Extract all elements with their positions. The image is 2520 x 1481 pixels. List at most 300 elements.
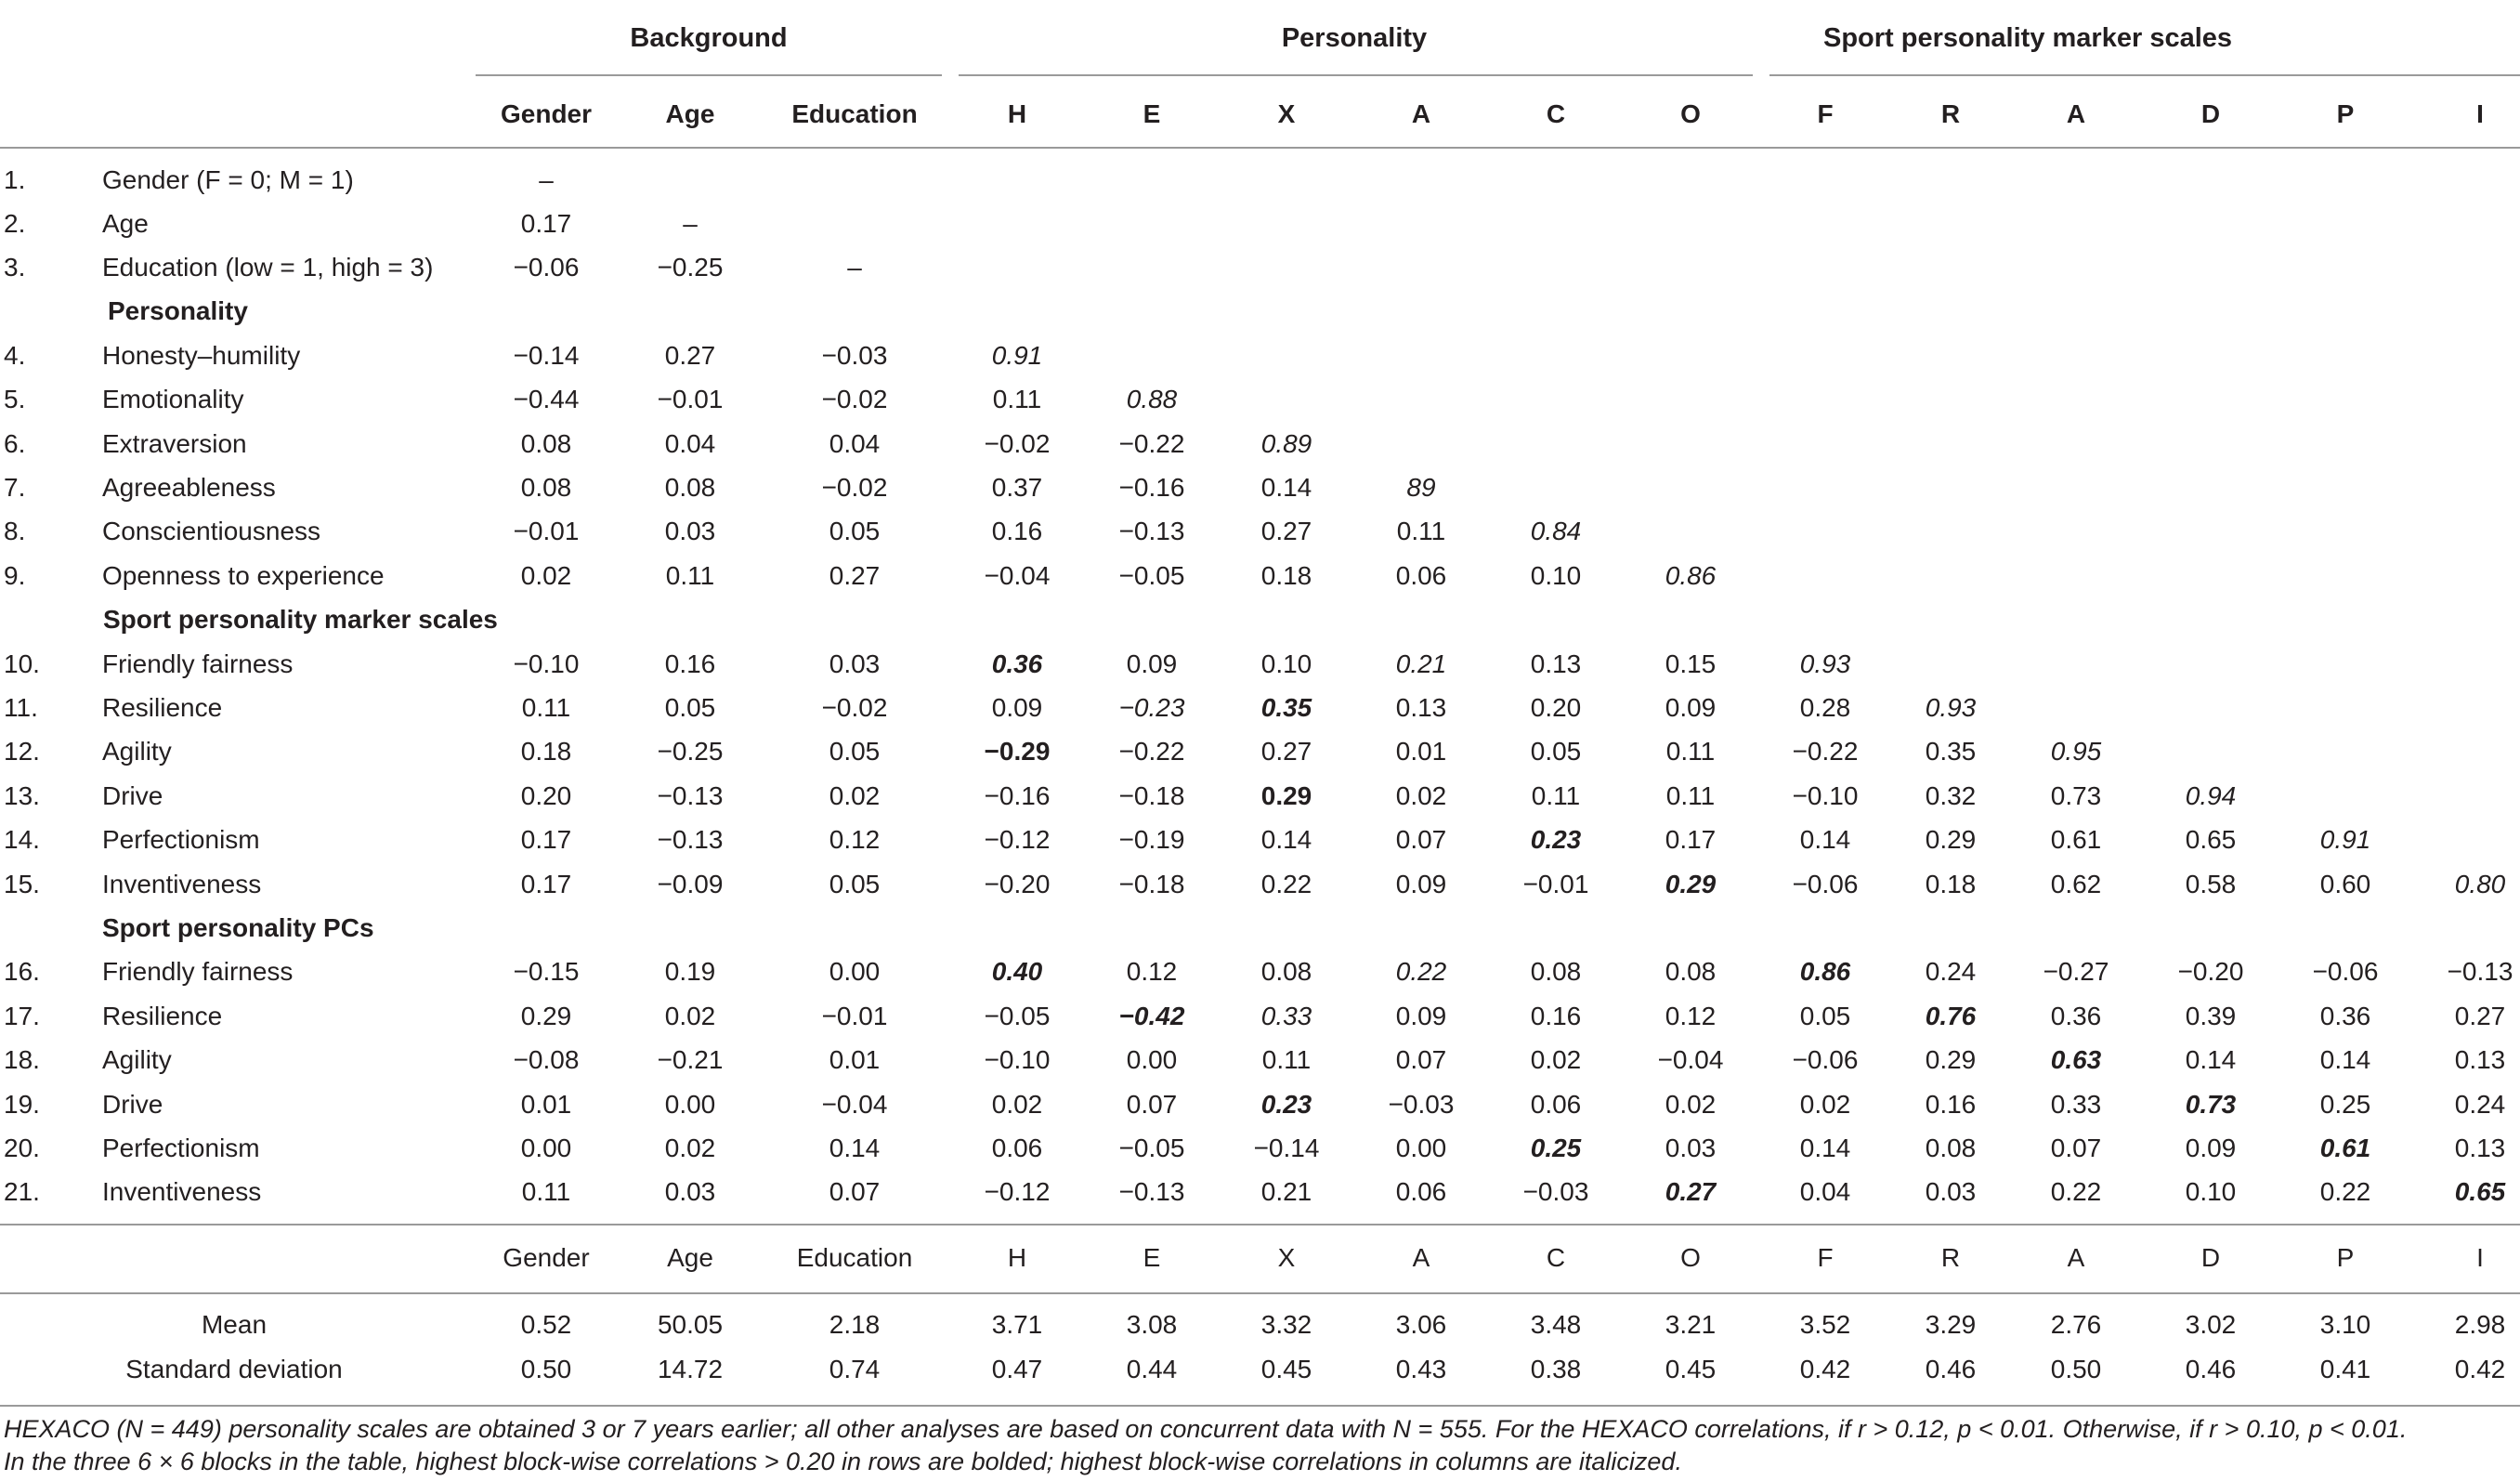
stat-cell: 0.45 — [1665, 1355, 1717, 1383]
table-cell: 0.93 — [1925, 693, 1977, 722]
row-number: 19. — [4, 1090, 40, 1119]
table-cell: 0.14 — [829, 1134, 881, 1162]
table-cell: 0.16 — [1530, 1002, 1582, 1030]
row-number: 17. — [4, 1002, 40, 1030]
table-cell: 0.73 — [2050, 781, 2102, 810]
stat-cell: 0.74 — [829, 1355, 881, 1383]
stat-cell: 50.05 — [657, 1310, 724, 1339]
table-cell: −0.29 — [984, 737, 1051, 766]
table-cell: −0.20 — [984, 870, 1051, 898]
stat-cell: 3.52 — [1799, 1310, 1851, 1339]
table-cell: 0.33 — [2050, 1090, 2102, 1119]
table-cell: 0.13 — [2454, 1045, 2506, 1074]
row-label: Age — [102, 209, 149, 238]
table-cell: −0.42 — [1118, 1002, 1185, 1030]
table-cell: 0.05 — [1530, 737, 1582, 766]
table-cell: 0.65 — [2185, 825, 2237, 854]
row-number: 7. — [4, 473, 26, 502]
stat-cell: 0.50 — [2050, 1355, 2102, 1383]
table-cell: 0.27 — [1260, 517, 1312, 545]
stat-cell: 3.21 — [1665, 1310, 1717, 1339]
table-cell: 0.00 — [829, 957, 881, 986]
table-cell: 0.17 — [520, 870, 572, 898]
summary-column-header: P — [2336, 1243, 2355, 1272]
table-cell: −0.02 — [821, 385, 888, 413]
table-cell: 0.86 — [1799, 957, 1851, 986]
table-cell: −0.13 — [2447, 957, 2513, 986]
table-cell: 0.22 — [2319, 1177, 2371, 1206]
table-cell: 0.28 — [1799, 693, 1851, 722]
table-cell: −0.12 — [984, 1177, 1051, 1206]
stat-cell: 0.50 — [520, 1355, 572, 1383]
column-header: Age — [665, 99, 715, 128]
table-cell: 0.03 — [1665, 1134, 1717, 1162]
table-cell: −0.06 — [2312, 957, 2379, 986]
table-cell: 0.10 — [1530, 561, 1582, 590]
table-cell: 0.39 — [2185, 1002, 2237, 1030]
table-cell: −0.25 — [657, 253, 724, 282]
row-label: Conscientiousness — [102, 517, 321, 545]
table-cell: 0.11 — [992, 385, 1042, 413]
group-underline-background — [476, 74, 942, 76]
table-cell: 0.09 — [1395, 1002, 1447, 1030]
table-cell: 0.10 — [1260, 649, 1312, 678]
stat-cell: 3.48 — [1530, 1310, 1582, 1339]
table-cell: 0.35 — [1260, 693, 1312, 722]
stat-cell: 0.52 — [520, 1310, 572, 1339]
section-heading: Sport personality PCs — [102, 913, 374, 942]
table-cell: 0.29 — [520, 1002, 572, 1030]
table-cell: 0.14 — [2185, 1045, 2237, 1074]
table-cell: 0.02 — [1799, 1090, 1851, 1119]
table-cell: 0.03 — [664, 517, 716, 545]
table-cell: 0.03 — [664, 1177, 716, 1206]
column-header: D — [2200, 99, 2221, 128]
table-cell: 0.27 — [2454, 1002, 2506, 1030]
table-cell: 0.17 — [520, 825, 572, 854]
table-cell: −0.12 — [984, 825, 1051, 854]
table-cell: 0.17 — [520, 209, 572, 238]
table-cell: 0.08 — [1260, 957, 1312, 986]
table-cell: 0.20 — [520, 781, 572, 810]
column-header: O — [1680, 99, 1701, 128]
table-cell: 0.13 — [1395, 693, 1447, 722]
column-header: Education — [791, 99, 918, 128]
table-cell: −0.14 — [1253, 1134, 1320, 1162]
table-cell: 0.16 — [991, 517, 1043, 545]
row-label: Perfectionism — [102, 1134, 260, 1162]
row-label: Emotionality — [102, 385, 244, 413]
row-number: 20. — [4, 1134, 40, 1162]
table-cell: 0.40 — [991, 957, 1043, 986]
table-cell: 0.20 — [1530, 693, 1582, 722]
row-number: 5. — [4, 385, 26, 413]
table-cell: 0.15 — [1665, 649, 1717, 678]
table-cell: 0.08 — [520, 473, 572, 502]
table-cell: 0.63 — [2050, 1045, 2102, 1074]
table-cell: 0.11 — [1665, 781, 1716, 810]
column-header: A — [1411, 99, 1431, 128]
stat-cell: 2.98 — [2454, 1310, 2506, 1339]
table-cell: −0.13 — [657, 825, 724, 854]
table-cell: 0.10 — [2185, 1177, 2237, 1206]
group-underline-personality — [959, 74, 1753, 76]
table-cell: 0.36 — [2319, 1002, 2371, 1030]
column-header: F — [1817, 99, 1834, 128]
summary-column-header: E — [1142, 1243, 1161, 1272]
table-cell: 0.07 — [1126, 1090, 1178, 1119]
table-cell: 0.21 — [1395, 649, 1447, 678]
group-header-background: Background — [630, 23, 788, 53]
table-cell: 0.08 — [520, 429, 572, 458]
table-cell: −0.01 — [1522, 870, 1589, 898]
table-cell: 0.11 — [1396, 517, 1446, 545]
table-cell: 0.27 — [1260, 737, 1312, 766]
table-cell: 0.07 — [829, 1177, 881, 1206]
table-cell: −0.25 — [657, 737, 724, 766]
table-cell: 0.02 — [520, 561, 572, 590]
stat-label: Standard deviation — [125, 1355, 343, 1383]
table-cell: 0.24 — [2454, 1090, 2506, 1119]
table-cell: 0.29 — [1925, 1045, 1977, 1074]
table-cell: 0.22 — [2050, 1177, 2102, 1206]
group-underline-sport-markers — [1769, 74, 2520, 76]
table-cell: 0.24 — [1925, 957, 1977, 986]
table-cell: 0.65 — [2454, 1177, 2506, 1206]
section-heading: Sport personality marker scales — [103, 605, 498, 634]
table-cell: 0.05 — [664, 693, 716, 722]
row-label: Resilience — [102, 693, 223, 722]
row-number: 13. — [4, 781, 40, 810]
row-label: Resilience — [102, 1002, 223, 1030]
table-cell: 0.14 — [1260, 825, 1312, 854]
table-cell: −0.10 — [513, 649, 580, 678]
table-cell: 0.25 — [1530, 1134, 1582, 1162]
table-cell: 0.19 — [664, 957, 716, 986]
stat-cell: 0.42 — [2454, 1355, 2506, 1383]
group-header-sport-markers: Sport personality marker scales — [1822, 23, 2233, 53]
stat-cell: 0.43 — [1395, 1355, 1447, 1383]
table-cell: 0.01 — [520, 1090, 572, 1119]
table-cell: 0.88 — [1126, 385, 1178, 413]
table-cell: 0.06 — [1395, 1177, 1447, 1206]
row-label: Inventiveness — [102, 1177, 262, 1206]
table-cell: 0.04 — [1799, 1177, 1851, 1206]
row-number: 9. — [4, 561, 26, 590]
table-cell: – — [539, 165, 554, 194]
table-cell: −0.01 — [821, 1002, 888, 1030]
stat-cell: 2.76 — [2050, 1310, 2102, 1339]
column-header: I — [2476, 99, 2484, 128]
table-cell: 0.12 — [1665, 1002, 1717, 1030]
table-cell: 0.08 — [664, 473, 716, 502]
table-cell: 0.02 — [991, 1090, 1043, 1119]
row-number: 14. — [4, 825, 40, 854]
table-cell: −0.22 — [1118, 737, 1185, 766]
table-cell: 0.22 — [1395, 957, 1447, 986]
row-label: Education (low = 1, high = 3) — [102, 253, 434, 282]
row-label: Openness to experience — [102, 561, 385, 590]
table-cell: 0.11 — [521, 693, 571, 722]
table-cell: −0.03 — [1522, 1177, 1589, 1206]
table-cell: −0.10 — [1792, 781, 1859, 810]
table-cell: – — [847, 253, 862, 282]
table-cell: 0.05 — [829, 737, 881, 766]
row-number: 21. — [4, 1177, 40, 1206]
stat-cell: 0.46 — [2185, 1355, 2237, 1383]
table-cell: 0.86 — [1665, 561, 1717, 590]
table-cell: 0.12 — [1126, 957, 1178, 986]
section-heading: Personality — [108, 296, 248, 325]
table-cell: −0.20 — [2177, 957, 2244, 986]
summary-column-header: Education — [796, 1243, 913, 1272]
table-cell: 0.09 — [1665, 693, 1717, 722]
row-number: 18. — [4, 1045, 40, 1074]
table-cell: −0.18 — [1118, 870, 1185, 898]
column-header: E — [1142, 99, 1161, 128]
table-cell: 0.04 — [829, 429, 881, 458]
table-cell: 0.02 — [664, 1134, 716, 1162]
table-cell: 0.16 — [664, 649, 716, 678]
table-cell: −0.05 — [984, 1002, 1051, 1030]
table-cell: 0.09 — [1395, 870, 1447, 898]
table-cell: −0.03 — [821, 341, 888, 370]
table-cell: 0.17 — [1665, 825, 1717, 854]
summary-column-header: R — [1940, 1243, 1961, 1272]
table-cell: 0.00 — [1395, 1134, 1447, 1162]
table-cell: 0.02 — [1665, 1090, 1717, 1119]
column-header: C — [1546, 99, 1566, 128]
stat-cell: 3.08 — [1126, 1310, 1178, 1339]
summary-column-header: Gender — [503, 1243, 590, 1272]
table-cell: 0.91 — [2319, 825, 2371, 854]
summary-column-header: A — [1412, 1243, 1430, 1272]
table-cell: −0.13 — [657, 781, 724, 810]
table-cell: −0.06 — [1792, 1045, 1859, 1074]
stat-cell: 3.10 — [2319, 1310, 2371, 1339]
row-number: 15. — [4, 870, 40, 898]
stat-label: Mean — [201, 1310, 268, 1339]
table-cell: 0.93 — [1799, 649, 1851, 678]
table-cell: 0.09 — [1126, 649, 1178, 678]
stat-cell: 0.44 — [1126, 1355, 1178, 1383]
table-cell: 0.21 — [1260, 1177, 1312, 1206]
row-label: Extraversion — [102, 429, 247, 458]
table-cell: 0.84 — [1530, 517, 1582, 545]
row-number: 12. — [4, 737, 40, 766]
table-cell: 0.29 — [1925, 825, 1977, 854]
row-label: Drive — [102, 781, 163, 810]
table-cell: −0.04 — [984, 561, 1051, 590]
table-cell: 0.08 — [1665, 957, 1717, 986]
stat-cell: 0.46 — [1925, 1355, 1977, 1383]
table-cell: 0.01 — [1395, 737, 1447, 766]
table-cell: −0.09 — [657, 870, 724, 898]
table-cell: 0.05 — [829, 870, 881, 898]
table-cell: 0.07 — [1395, 825, 1447, 854]
table-cell: 0.35 — [1925, 737, 1977, 766]
table-cell: −0.05 — [1118, 1134, 1185, 1162]
summary-column-header: A — [2067, 1243, 2085, 1272]
table-cell: 0.22 — [1260, 870, 1312, 898]
table-cell: 0.06 — [1395, 561, 1447, 590]
table-cell: −0.14 — [513, 341, 580, 370]
table-cell: 0.00 — [520, 1134, 572, 1162]
row-label: Friendly fairness — [102, 649, 294, 678]
stat-cell: 0.38 — [1530, 1355, 1582, 1383]
stat-cell: 0.47 — [991, 1355, 1043, 1383]
table-cell: 0.61 — [2050, 825, 2102, 854]
table-cell: 0.25 — [2319, 1090, 2371, 1119]
row-number: 16. — [4, 957, 40, 986]
summary-column-header: O — [1680, 1243, 1701, 1272]
table-cell: −0.10 — [984, 1045, 1051, 1074]
row-label: Agreeableness — [102, 473, 276, 502]
summary-column-header: D — [2200, 1243, 2221, 1272]
table-cell: 0.12 — [829, 825, 881, 854]
table-cell: −0.18 — [1118, 781, 1185, 810]
summary-column-header: I — [2476, 1243, 2484, 1272]
summary-column-header: F — [1817, 1243, 1834, 1272]
stat-cell: 3.71 — [991, 1310, 1043, 1339]
table-cell: −0.01 — [513, 517, 580, 545]
table-cell: 0.02 — [1530, 1045, 1582, 1074]
summary-column-header: Age — [667, 1243, 713, 1272]
stat-cell: 0.42 — [1799, 1355, 1851, 1383]
summary-column-header: C — [1546, 1243, 1566, 1272]
table-cell: 0.14 — [1799, 1134, 1851, 1162]
table-cell: 0.23 — [1530, 825, 1582, 854]
table-cell: 0.11 — [665, 561, 715, 590]
table-cell: 0.08 — [1925, 1134, 1977, 1162]
summary-rule-middle — [0, 1292, 2520, 1294]
table-cell: −0.15 — [513, 957, 580, 986]
row-number: 11. — [4, 693, 38, 722]
table-cell: −0.19 — [1118, 825, 1185, 854]
table-cell: 0.07 — [2050, 1134, 2102, 1162]
table-cell: 0.18 — [520, 737, 572, 766]
row-label: Agility — [102, 737, 172, 766]
table-cell: 0.27 — [829, 561, 881, 590]
row-label: Agility — [102, 1045, 172, 1074]
table-cell: 0.29 — [1260, 781, 1312, 810]
table-cell: −0.22 — [1792, 737, 1859, 766]
table-cell: 0.09 — [2185, 1134, 2237, 1162]
table-cell: 0.62 — [2050, 870, 2102, 898]
table-cell: 0.13 — [2454, 1134, 2506, 1162]
table-cell: −0.04 — [1657, 1045, 1724, 1074]
table-cell: 0.02 — [829, 781, 881, 810]
table-cell: 0.09 — [991, 693, 1043, 722]
table-cell: −0.02 — [821, 693, 888, 722]
table-cell: 0.11 — [1665, 737, 1716, 766]
table-cell: 0.11 — [1531, 781, 1581, 810]
row-number: 2. — [4, 209, 26, 238]
table-cell: 0.27 — [1665, 1177, 1717, 1206]
stat-cell: 3.29 — [1925, 1310, 1977, 1339]
table-cell: −0.21 — [657, 1045, 724, 1074]
column-header: Gender — [500, 99, 593, 128]
row-label: Gender (F = 0; M = 1) — [102, 165, 354, 194]
table-cell: 0.13 — [1530, 649, 1582, 678]
table-cell: −0.04 — [821, 1090, 888, 1119]
table-cell: −0.23 — [1118, 693, 1185, 722]
row-label: Drive — [102, 1090, 163, 1119]
table-cell: 0.14 — [1260, 473, 1312, 502]
table-cell: 0.01 — [829, 1045, 881, 1074]
stat-cell: 3.02 — [2185, 1310, 2237, 1339]
row-number: 6. — [4, 429, 26, 458]
table-cell: 0.36 — [991, 649, 1043, 678]
table-cell: 0.11 — [521, 1177, 571, 1206]
table-cell: −0.02 — [984, 429, 1051, 458]
table-cell: 0.16 — [1925, 1090, 1977, 1119]
table-cell: 0.00 — [1126, 1045, 1178, 1074]
table-cell: −0.13 — [1118, 517, 1185, 545]
table-cell: 0.14 — [2319, 1045, 2371, 1074]
stat-cell: 14.72 — [657, 1355, 724, 1383]
row-number: 1. — [4, 165, 26, 194]
table-cell: 0.61 — [2319, 1134, 2371, 1162]
table-cell: 89 — [1406, 473, 1436, 502]
table-cell: 0.07 — [1395, 1045, 1447, 1074]
table-cell: 0.95 — [2050, 737, 2102, 766]
table-cell: −0.05 — [1118, 561, 1185, 590]
summary-column-header: H — [1007, 1243, 1027, 1272]
table-cell: 0.05 — [829, 517, 881, 545]
group-header-personality: Personality — [1281, 23, 1428, 53]
column-header: R — [1940, 99, 1961, 128]
table-cell: 0.05 — [1799, 1002, 1851, 1030]
table-cell: 0.02 — [664, 1002, 716, 1030]
table-cell: −0.22 — [1118, 429, 1185, 458]
table-cell: – — [683, 209, 698, 238]
table-cell: −0.03 — [1388, 1090, 1455, 1119]
table-cell: 0.73 — [2185, 1090, 2237, 1119]
summary-rule-top — [0, 1224, 2520, 1225]
table-cell: 0.06 — [991, 1134, 1043, 1162]
table-cell: 0.23 — [1260, 1090, 1312, 1119]
table-cell: 0.03 — [1925, 1177, 1977, 1206]
table-cell: 0.18 — [1925, 870, 1977, 898]
column-header: H — [1007, 99, 1027, 128]
table-cell: 0.32 — [1925, 781, 1977, 810]
table-cell: −0.13 — [1118, 1177, 1185, 1206]
header-rule — [0, 147, 2520, 149]
summary-rule-bottom — [0, 1405, 2520, 1407]
row-number: 3. — [4, 253, 26, 282]
row-number: 8. — [4, 517, 26, 545]
table-cell: −0.08 — [513, 1045, 580, 1074]
row-number: 10. — [4, 649, 40, 678]
table-cell: −0.06 — [513, 253, 580, 282]
table-cell: 0.29 — [1665, 870, 1717, 898]
table-cell: 0.03 — [829, 649, 881, 678]
row-label: Perfectionism — [102, 825, 260, 854]
table-cell: 0.18 — [1260, 561, 1312, 590]
table-cell: 0.02 — [1395, 781, 1447, 810]
table-cell: 0.80 — [2454, 870, 2506, 898]
table-cell: 0.04 — [664, 429, 716, 458]
stat-cell: 0.41 — [2319, 1355, 2371, 1383]
stat-cell: 3.06 — [1395, 1310, 1447, 1339]
table-cell: 0.58 — [2185, 870, 2237, 898]
table-cell: 0.27 — [664, 341, 716, 370]
column-header: X — [1277, 99, 1296, 128]
table-cell: 0.11 — [1261, 1045, 1312, 1074]
stat-cell: 0.45 — [1260, 1355, 1312, 1383]
table-cell: −0.16 — [1118, 473, 1185, 502]
